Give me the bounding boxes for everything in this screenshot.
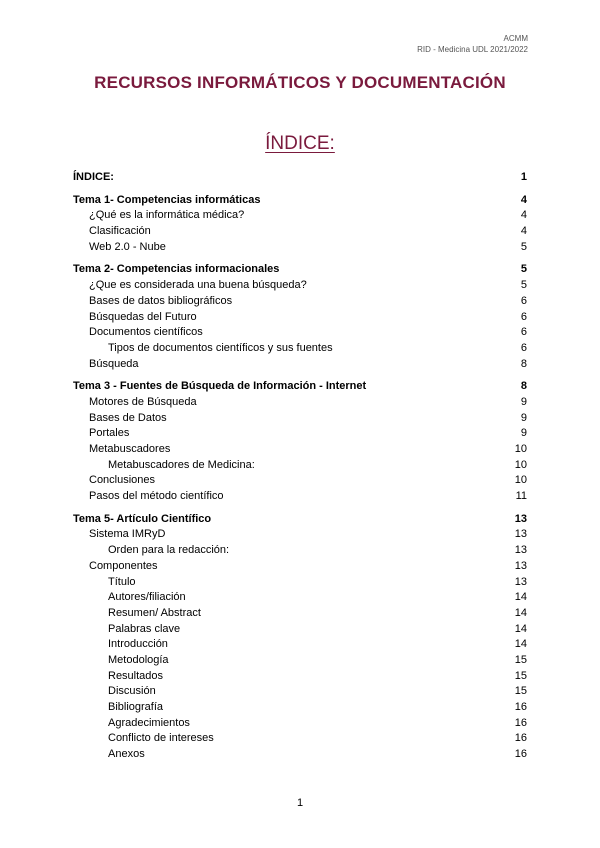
toc-entry[interactable] [73, 543, 527, 559]
toc-entry-page: 8 [520, 357, 527, 370]
toc-entry-page: 14 [514, 591, 527, 604]
toc-entry-page: 16 [514, 732, 527, 745]
toc-entry-label: Palabras clave [108, 622, 181, 635]
toc-entry-label: Sistema IMRyD [89, 528, 166, 541]
toc-entry-page: 5 [520, 279, 527, 292]
toc-entry-label: Pasos del método científico [89, 490, 224, 503]
toc-entry-page: 10 [514, 474, 527, 487]
toc-entry-label: Discusión [108, 685, 156, 698]
toc-entry[interactable] [73, 684, 527, 700]
toc-entry-label: ¿Que es considerada una buena búsqueda? [89, 279, 307, 292]
toc-entry[interactable] [73, 731, 527, 747]
toc-entry-page: 9 [520, 395, 527, 408]
toc-entry[interactable] [73, 193, 527, 209]
toc-entry-label: Portales [89, 427, 130, 440]
toc-entry-page: 5 [520, 263, 527, 276]
header-course: RID - Medicina UDL 2021/2022 [417, 45, 528, 54]
toc-entry[interactable] [73, 325, 527, 341]
toc-entry-page: 15 [514, 685, 527, 698]
toc-entry[interactable] [73, 357, 527, 373]
toc-entry[interactable] [73, 262, 527, 278]
toc-entry-page: 16 [514, 716, 527, 729]
toc-entry[interactable] [73, 208, 527, 224]
toc-entry[interactable] [73, 224, 527, 240]
toc-entry-label: Conclusiones [89, 474, 156, 487]
toc-entry-label: Metabuscadores de Medicina: [108, 458, 255, 471]
toc-entry[interactable] [73, 590, 527, 606]
toc-entry-label: Resumen/ Abstract [108, 606, 201, 619]
toc-entry[interactable] [73, 310, 527, 326]
page-number: 1 [296, 797, 304, 809]
toc-entry-page: 5 [520, 240, 527, 253]
toc-entry-label: Resultados [108, 669, 164, 682]
toc-entry[interactable] [73, 278, 527, 294]
toc-entry-page: 4 [520, 193, 527, 206]
toc-entry-page: 13 [514, 544, 527, 557]
toc-entry-label: Documentos científicos [89, 326, 203, 339]
toc-entry[interactable] [73, 294, 527, 310]
toc-entry[interactable] [73, 489, 527, 505]
toc-entry-label: Tema 5- Artículo Científico [73, 512, 212, 525]
toc-entry-label: Búsquedas del Futuro [89, 310, 197, 323]
toc-entry[interactable] [73, 606, 527, 622]
running-header [417, 33, 528, 55]
toc-entry-page: 1 [520, 171, 527, 183]
toc-entry[interactable] [73, 559, 527, 575]
toc-entry-page: 14 [514, 638, 527, 651]
toc-entry[interactable] [73, 411, 527, 427]
toc-entry-label: Clasificación [89, 225, 151, 238]
toc-entry[interactable] [73, 527, 527, 543]
toc-entry-page: 10 [514, 458, 527, 471]
toc-entry[interactable] [73, 170, 527, 186]
toc-entry-label: Componentes [89, 559, 158, 572]
toc-entry-page: 15 [514, 669, 527, 682]
toc-entry-page: 13 [514, 575, 527, 588]
toc-entry-label: Motores de Búsqueda [89, 395, 197, 408]
toc-entry-page: 14 [514, 622, 527, 635]
toc-entry-label: Bibliografía [108, 701, 164, 713]
toc-entry-label: Bases de Datos [89, 411, 167, 424]
toc-entry-label: Web 2.0 - Nube [89, 240, 166, 253]
toc-entry-page: 4 [520, 209, 527, 222]
toc-entry[interactable] [73, 575, 527, 591]
toc-entry-label: ÍNDICE: [73, 171, 114, 183]
toc-entry[interactable] [73, 379, 527, 395]
toc-entry[interactable] [73, 426, 527, 442]
toc-entry-page: 6 [520, 294, 527, 307]
toc-entry[interactable] [73, 442, 527, 458]
toc-entry-page: 14 [514, 606, 527, 619]
toc-entry-page: 6 [520, 326, 527, 339]
toc-entry-label: Metodología [108, 653, 169, 666]
toc-entry-page: 15 [514, 653, 527, 666]
toc-entry-label: Tema 2- Competencias informacionales [73, 263, 280, 276]
toc-entry-label: Orden para la redacción: [108, 544, 230, 557]
toc-entry[interactable] [73, 341, 527, 357]
toc-entry[interactable] [73, 622, 527, 638]
toc-entry[interactable] [73, 669, 527, 685]
toc-entry-page: 13 [514, 559, 527, 572]
toc-entry[interactable] [73, 653, 527, 669]
toc-entry-label: Metabuscadores [89, 443, 171, 455]
toc-entry-page: 9 [520, 427, 527, 440]
toc-entry-page: 4 [520, 225, 527, 238]
toc-entry-label: Introducción [108, 638, 168, 651]
toc-entry[interactable] [73, 700, 527, 716]
toc-entry-page: 13 [514, 528, 527, 541]
toc-entry-label: Tipos de documentos científicos y sus fuentes [108, 341, 333, 354]
toc-entry-page: 9 [520, 411, 527, 424]
toc-entry-page: 16 [514, 748, 527, 761]
toc-entry-page: 8 [520, 380, 527, 393]
toc-entry-label: ¿Qué es la informática médica? [89, 209, 245, 222]
toc-entry[interactable] [73, 458, 527, 474]
toc-entry[interactable] [73, 395, 527, 411]
toc-entry-label: Tema 3 - Fuentes de Búsqueda de Información - Internet [73, 380, 367, 393]
toc-entry-label: Agradecimientos [108, 716, 190, 729]
toc-entry-label: Título [108, 575, 136, 588]
toc-entry[interactable] [73, 637, 527, 653]
index-heading: ÍNDICE: [265, 133, 335, 154]
toc-entry[interactable] [73, 240, 527, 256]
toc-entry-label: Anexos [108, 748, 145, 761]
toc-entry-page: 13 [514, 512, 527, 525]
toc-entry[interactable] [73, 716, 527, 732]
toc-entry-label: Búsqueda [89, 357, 139, 370]
table-of-contents [73, 170, 527, 763]
toc-entry[interactable] [73, 473, 527, 489]
header-author: ACMM [503, 34, 528, 43]
toc-entry-page: 6 [520, 310, 527, 323]
toc-entry-label: Bases de datos bibliográficos [89, 294, 233, 307]
toc-entry-page: 16 [514, 701, 527, 713]
toc-entry-label: Tema 1- Competencias informáticas [73, 193, 261, 206]
document-title: RECURSOS INFORMÁTICOS Y DOCUMENTACIÓN [94, 73, 506, 92]
toc-entry[interactable] [73, 512, 527, 528]
toc-entry-label: Conflicto de intereses [108, 732, 214, 745]
toc-entry[interactable] [73, 747, 527, 763]
toc-entry-page: 11 [515, 490, 527, 503]
toc-entry-page: 10 [514, 443, 527, 455]
toc-entry-page: 6 [520, 341, 527, 354]
toc-entry-label: Autores/filiación [108, 591, 186, 604]
